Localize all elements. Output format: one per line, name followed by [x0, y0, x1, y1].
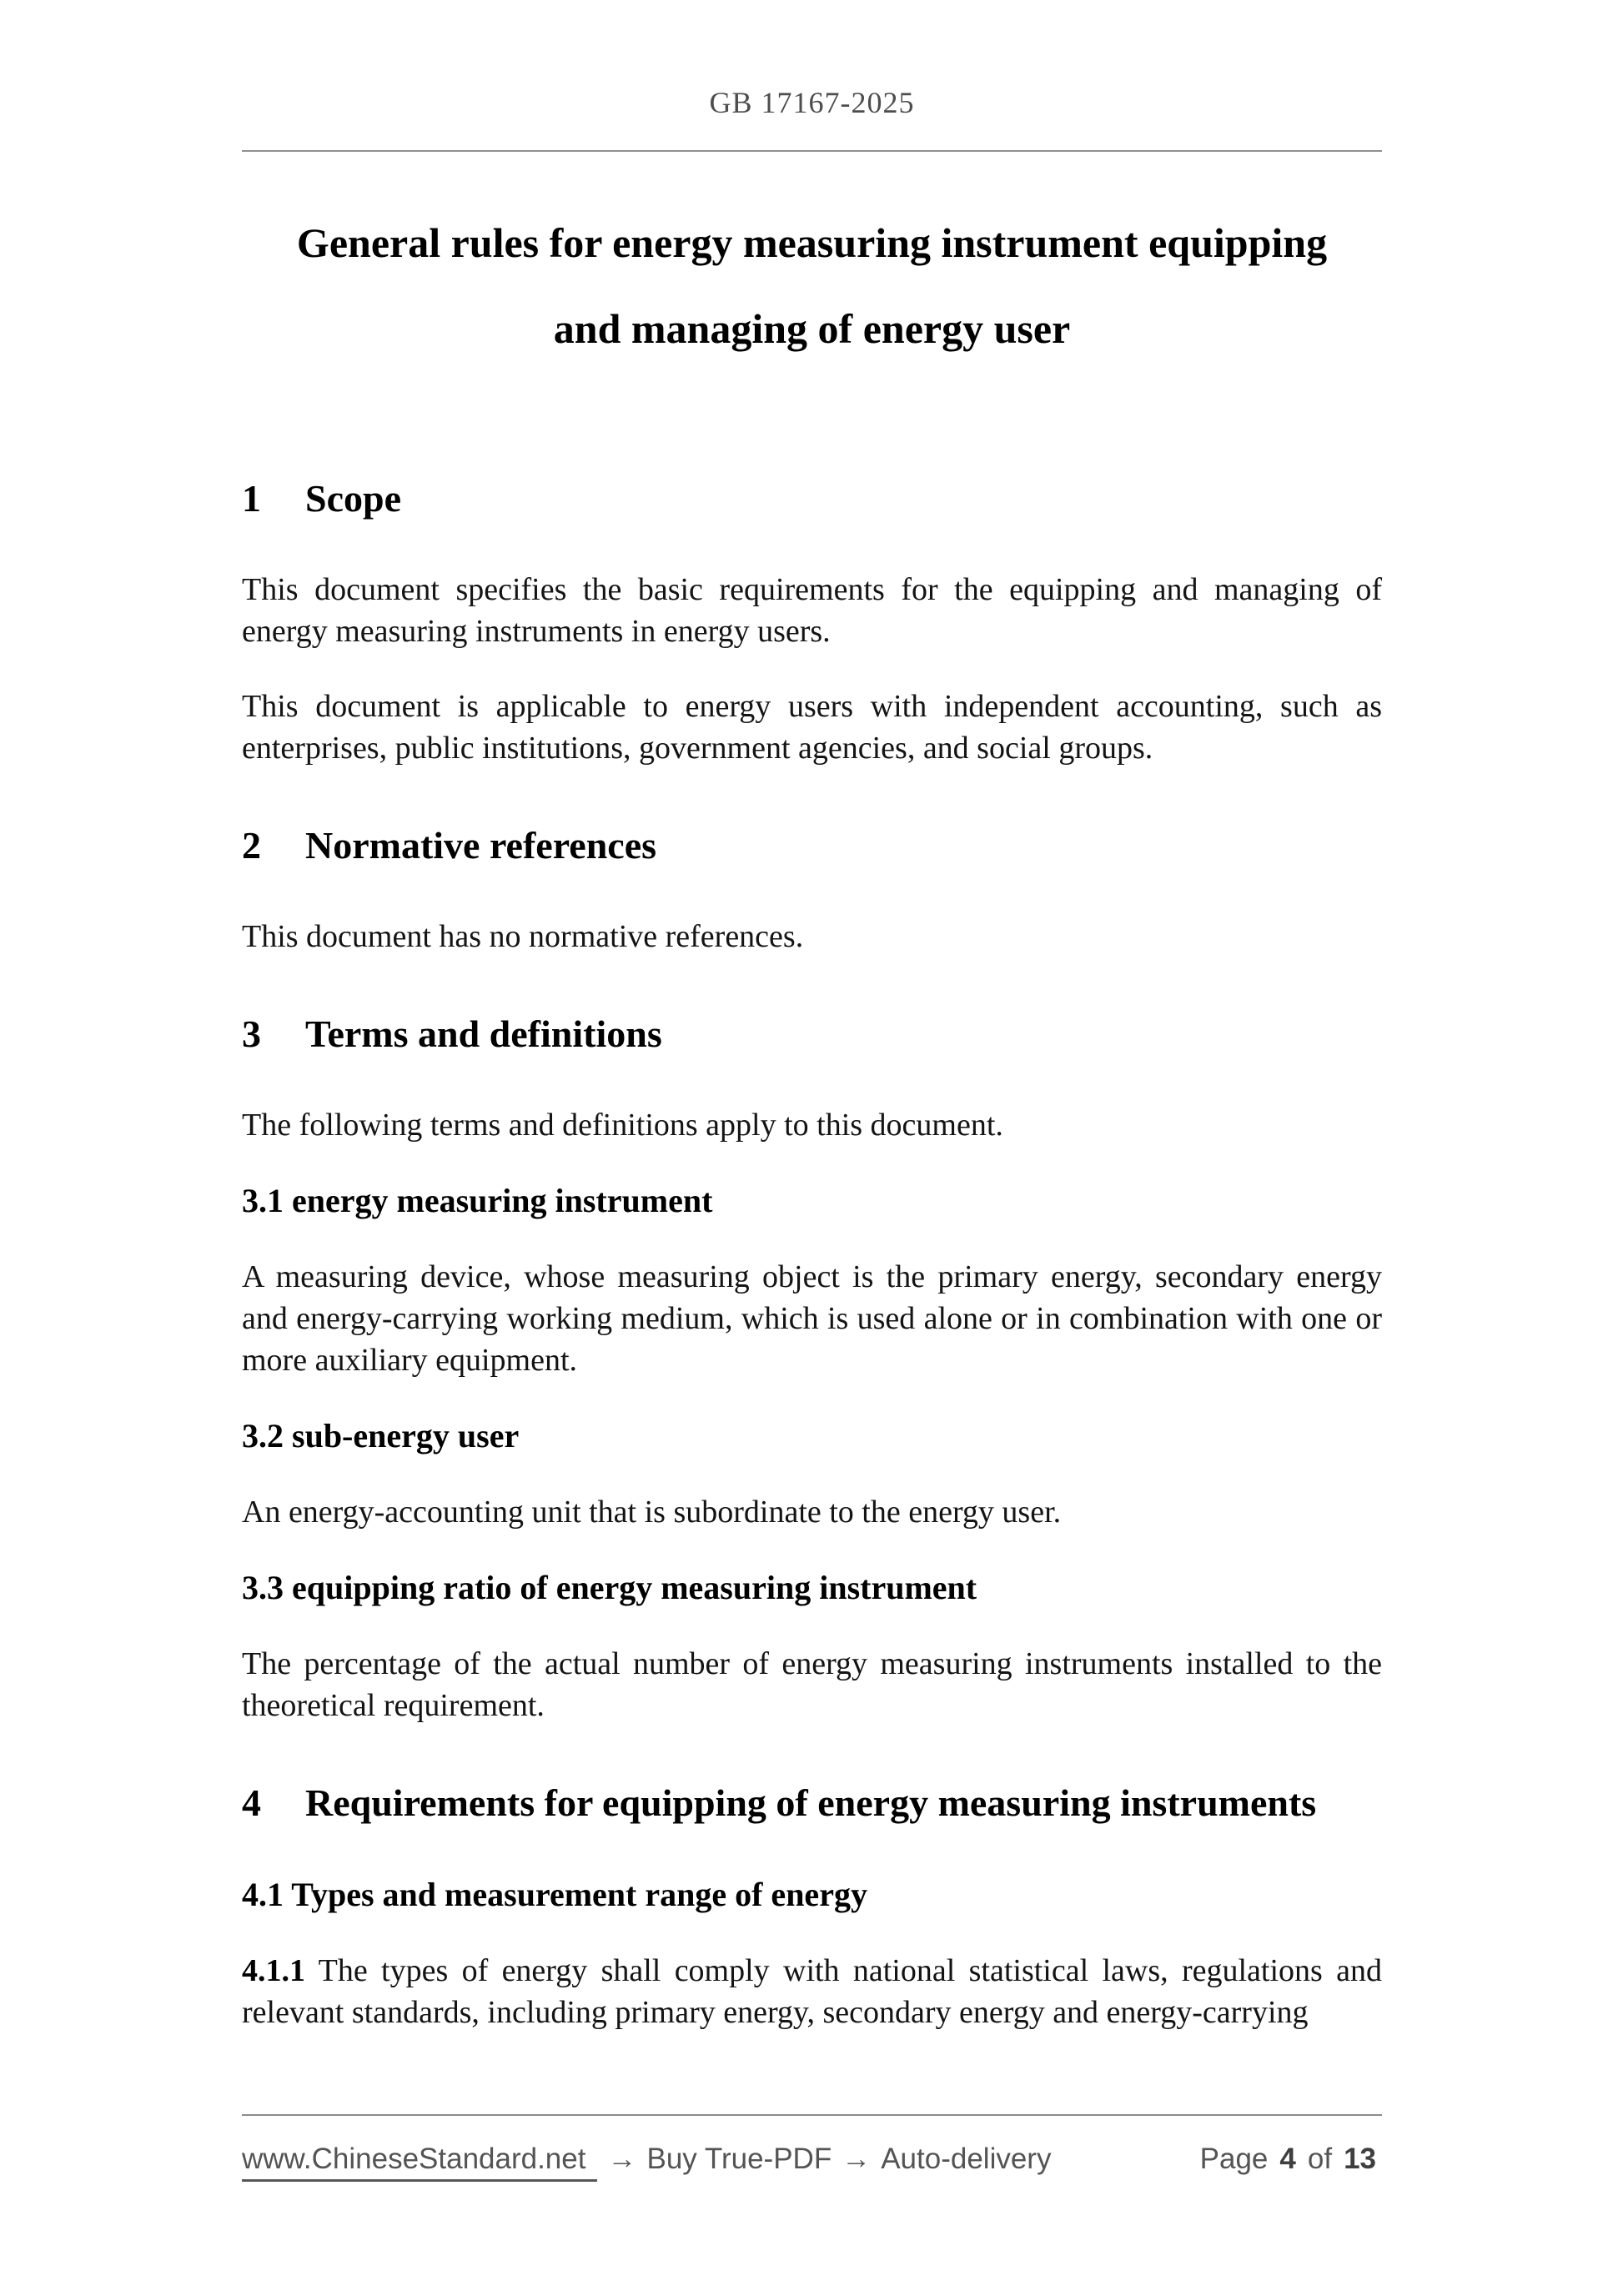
header-divider: [242, 150, 1382, 152]
section-heading: [242, 1011, 1382, 1058]
section-number: 1: [242, 477, 261, 520]
section-heading: [242, 822, 1382, 869]
page-label: Page: [1199, 2143, 1269, 2175]
footer-left: [242, 2141, 1051, 2178]
paragraph: A measuring device, whose measuring object is the primary energy, secondary energy and energy-carrying working medium, which is used alone or in combination with one or more auxiliary equipment.: [242, 1259, 1382, 1378]
site-link[interactable]: www.ChineseStandard.net: [242, 2143, 597, 2182]
paragraph: The percentage of the actual number of energy measuring instruments installed to the theoretical requirement.: [242, 1646, 1382, 1723]
section-number: 4: [242, 1781, 261, 1824]
paragraph: This document is applicable to energy users with independent accounting, such as enterprises, public institutions, government agencies, and social groups.: [242, 689, 1382, 766]
section-number: 2: [242, 824, 261, 867]
content-column: [242, 0, 1382, 2033]
section-title: Terms and definitions: [305, 1012, 662, 1055]
arrow-right-icon: →: [607, 2143, 637, 2175]
paragraph: This document specifies the basic requirements for the equipping and managing of energy measuring instruments in energy users.: [242, 572, 1382, 649]
subsection-heading: 3.1 energy measuring instrument: [242, 1182, 713, 1219]
subsection-heading: 3.2 sub-energy user: [242, 1417, 520, 1454]
page-total: 13: [1344, 2143, 1376, 2175]
page-current: 4: [1279, 2143, 1296, 2175]
clause-number: 4.1.1: [242, 1953, 305, 1988]
subsection-heading: 3.3 equipping ratio of energy measuring instrument: [242, 1569, 977, 1606]
paragraph: 4.1.1 The types of energy shall comply with national statistical laws, regulations and relevant standards, including primary energy, secondary energy and energy-carrying: [242, 1953, 1382, 2030]
footer-delivery-text: Auto-delivery: [881, 2143, 1052, 2175]
section-heading: [242, 1780, 1382, 1826]
document-number-header: GB 17167-2025: [709, 86, 915, 119]
arrow-right-icon: →: [842, 2143, 872, 2175]
section-heading: [242, 475, 1382, 522]
section-title: Scope: [305, 477, 401, 520]
document-title: [242, 200, 1382, 372]
section-title: Requirements for equipping of energy measuring instruments: [305, 1781, 1317, 1824]
page-footer: [242, 2114, 1382, 2178]
document-body: [242, 475, 1382, 2033]
document-title-line1: General rules for energy measuring instrument equipping: [296, 219, 1328, 266]
paragraph: This document has no normative references.: [242, 919, 804, 954]
paragraph: The following terms and definitions apply to this document.: [242, 1108, 1003, 1143]
section-number: 3: [242, 1012, 261, 1055]
paragraph: An energy-accounting unit that is subordinate to the energy user.: [242, 1495, 1062, 1530]
document-title-line2: and managing of energy user: [553, 305, 1071, 352]
of-label: of: [1307, 2143, 1333, 2175]
page-indicator: [1194, 2141, 1382, 2178]
footer-buy-text: Buy True-PDF: [646, 2143, 832, 2175]
subsection-heading: 4.1 Types and measurement range of energy: [242, 1876, 867, 1913]
section-title: Normative references: [305, 824, 657, 867]
